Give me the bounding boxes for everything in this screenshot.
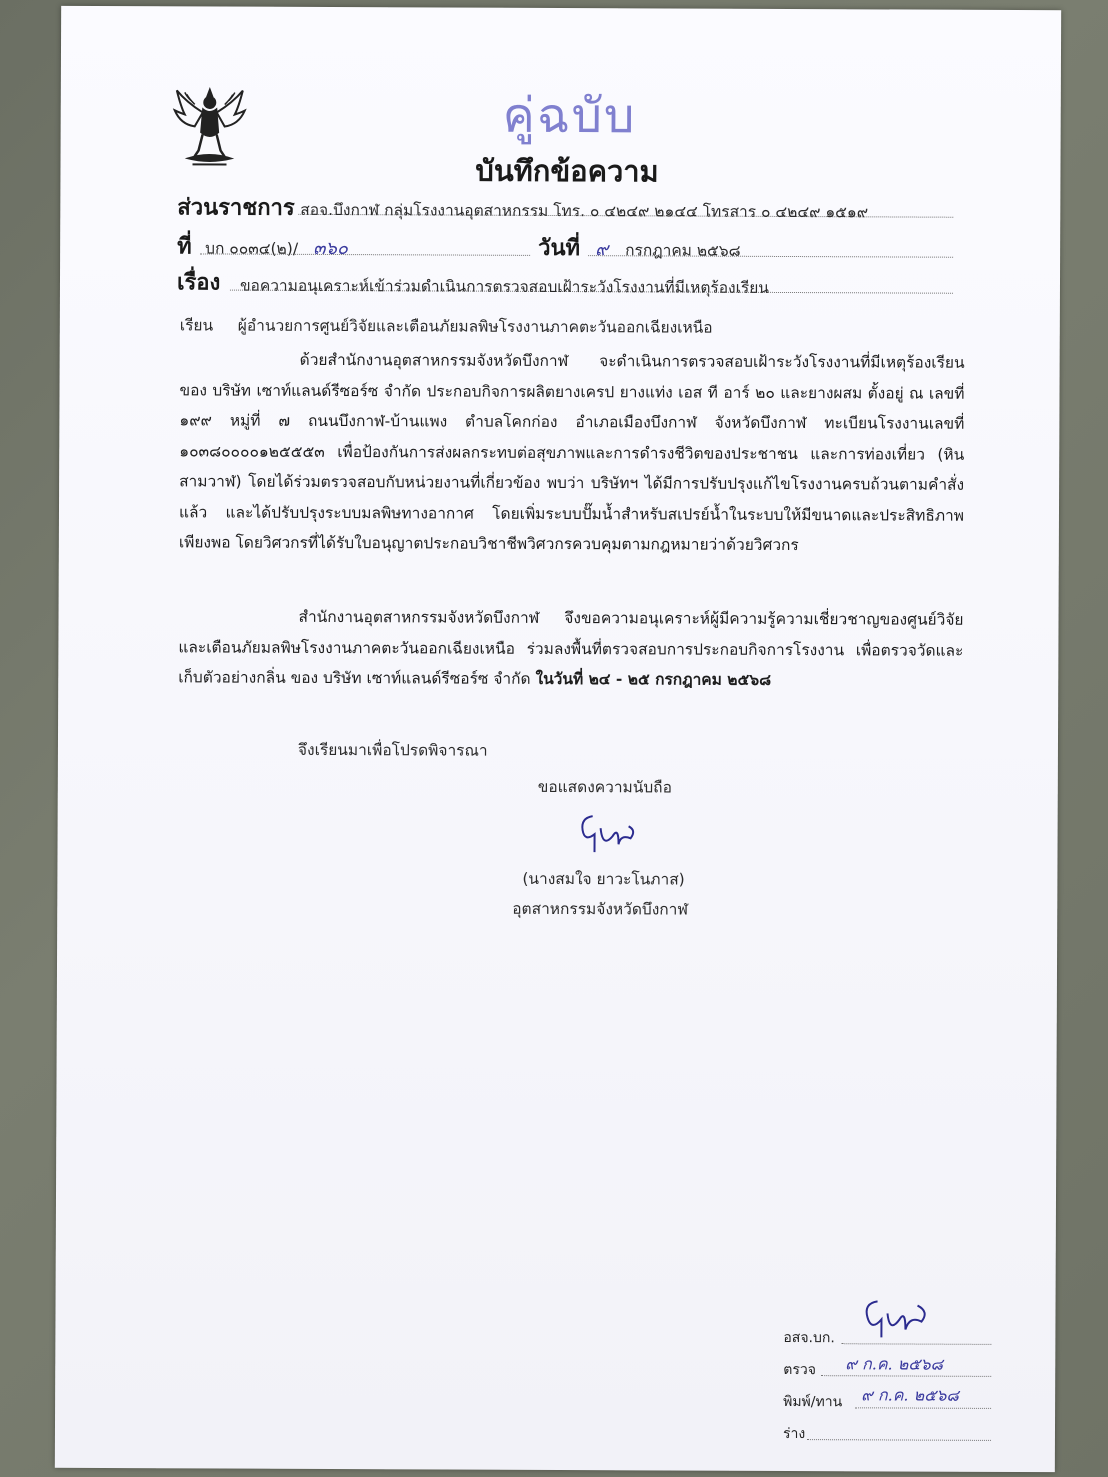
agency-value: สอจ.บึงกาฬ กลุ่มโรงงานอุตสาหกรรม โทร. ๐ ๔๒๔๙ ๒๑๔๔ โทรสาร ๐ ๔๒๔๙ ๑๕๑๙ bbox=[300, 200, 869, 222]
body-paragraph-2 bbox=[178, 601, 963, 696]
footer-row3-label: พิมพ์/ทาน bbox=[783, 1393, 843, 1411]
paragraph-2-main: สำนักงานอุตสาหกรรมจังหวัดบึงกาฬ จึงขอความอนุเคราะห์ผู้มีความรู้ความเชี่ยวชาญของศูนย์วิจัยและเตือนภัยมลพิษโรงงานภาคตะวันออกเฉียงเหนือ ร่วมลงพื้นที่ตรวจสอบการประกอบกิจการโรงงาน เพื่อตรวจวัดและเก็บตัวอย่างกลิ่น ของ บริษัท เซาท์แลนด์รีซอร์ซ จำกัด bbox=[178, 607, 964, 688]
copy-stamp: คู่ฉบับ bbox=[502, 87, 637, 145]
ref-number-handwritten: ๓๖๐ bbox=[313, 237, 348, 260]
subject-value: ขอความอนุเคราะห์เข้าร่วมดำเนินการตรวจสอบเฝ้าระวังโรงงานที่มีเหตุร้องเรียน bbox=[239, 276, 769, 297]
signer-name: (นางสมใจ ยาวะโนภาส) bbox=[522, 869, 685, 889]
paragraph-2-date-bold: ในวันที่ ๒๔ - ๒๕ กรกฎาคม ๒๕๖๘ bbox=[535, 669, 772, 689]
date-day-handwritten: ๙ bbox=[595, 239, 609, 261]
agency-label: ส่วนราชการ bbox=[177, 195, 295, 221]
footer-row2-label: ตรวจ bbox=[783, 1361, 816, 1379]
footer-row4-label: ร่าง bbox=[782, 1425, 806, 1443]
regards-text: ขอแสดงความนับถือ bbox=[537, 777, 672, 797]
subject-label: เรื่อง bbox=[176, 270, 221, 296]
date-label: วันที่ bbox=[538, 235, 581, 262]
closing-text: จึงเรียนมาเพื่อโปรดพิจารณา bbox=[297, 740, 488, 760]
ref-label: ที่ bbox=[177, 234, 192, 260]
document-page bbox=[55, 6, 1061, 1472]
salutation-label: เรียน bbox=[179, 316, 214, 335]
signer-position: อุตสาหกรรมจังหวัดบึงกาฬ bbox=[512, 899, 689, 919]
page-title: บันทึกข้อความ bbox=[475, 153, 659, 189]
salutation-recipient: ผู้อำนวยการศูนย์วิจัยและเตือนภัยมลพิษโรงงานภาคตะวันออกเฉียงเหนือ bbox=[237, 316, 713, 337]
footer-row2-hand: ๙ ก.ค. ๒๕๖๘ bbox=[845, 1354, 943, 1374]
date-value: กรกฎาคม ๒๕๖๘ bbox=[625, 241, 741, 260]
footer-signature-mark bbox=[855, 1291, 935, 1341]
body-paragraph-1 bbox=[179, 344, 965, 561]
signature-mark bbox=[572, 808, 642, 858]
garuda-emblem-icon bbox=[172, 84, 246, 172]
footer-row3-hand: ๙ ก.ค. ๒๕๖๘ bbox=[861, 1385, 959, 1405]
paragraph-2-text bbox=[178, 601, 963, 696]
paragraph-1-text: ด้วยสำนักงานอุตสาหกรรมจังหวัดบึงกาฬ จะดำเนินการตรวจสอบเฝ้าระวังโรงงานที่มีเหตุร้องเรียน ของ บริษัท เซาท์แลนด์รีซอร์ซ จำกัด ประกอบกิจการผลิตยางเครป ยางแท่ง เอส ที อาร์ ๒๐ และยางผสม ตั้งอยู่ ณ เลขที่ ๑๙๙ หมู่ที่ ๗ ถนนบึงกาฬ-บ้านแพง ตำบลโคกก่อง อำเภอเมืองบึงกาฬ จังหวัดบึงกาฬ ทะเบียนโรงงานเลขที่ ๑๐๓๘๐๐๐๐๑๒๕๕๕๓ เพื่อป้องกันการส่งผลกระทบต่อสุขภาพและการดำรงชีวิตของประชาชน และการท่องเที่ยว (หินสามวาฬ) โดยได้ร่วมตรวจสอบกับหน่วยงานที่เกี่ยวข้อง พบว่า บริษัทฯ ได้มีการปรับปรุงแก้ไขโรงงานครบถ้วนตามคำสั่งแล้ว และได้ปรับปรุงระบบมลพิษทางอากาศ โดยเพิ่มระบบปั๊มน้ำสำหรับสเปรย์น้ำในระบบให้มีขนาดและประสิทธิภาพเพียงพอ โดยวิศวกรที่ได้รับใบอนุญาตประกอบวิชาชีพวิศวกรควบคุมตามกฎหมายว่าด้วยวิศวกร bbox=[178, 350, 965, 555]
ref-value: บก ๐๐๓๔(๒)/ bbox=[205, 239, 299, 258]
footer-row1-label: อสจ.บก. bbox=[783, 1329, 835, 1347]
